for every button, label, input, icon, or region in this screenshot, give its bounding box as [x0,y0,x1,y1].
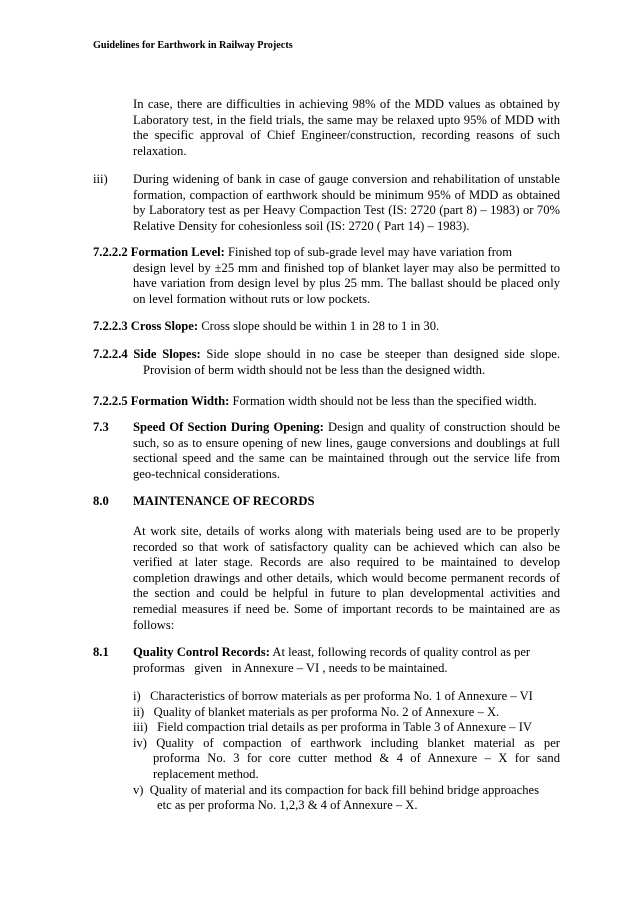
section-7-2-2-3-text: Cross slope should be within 1 in 28 to 1 in 30. [201,319,440,333]
section-8-1-line2: proformas given in Annexure – VI , needs to be maintained. [133,660,448,675]
section-7-2-2-5-number: 7.2.2.5 [93,394,128,408]
section-7-2-2-2-line1: Finished top of sub-grade level may have variation from [228,245,513,259]
section-7-2-2-5 [93,394,560,410]
section-7-3-title: Speed Of Section During Opening: [133,420,324,434]
list-item-label: v) [133,782,144,797]
list-item-text: Quality of blanket materials as per proforma No. 2 of Annexure – X. [153,704,500,719]
list-item-label: iii) [133,720,148,735]
section-7-2-2-3-title: Cross Slope: [130,319,199,333]
section-7-2-2-4-title: Side Slopes: [133,347,201,361]
relaxation-paragraph: In case, there are difficulties in achieving 98% of the MDD values as obtained by Laboratory test, in the field trials, the same may be relaxed upto 95% of MDD with the specific approval of Chief Engineer/construction, recording reasons of such relaxation. [133,97,560,158]
section-8-0-number: 8.0 [93,494,109,508]
list-item [133,736,560,752]
list-item-continuation: etc as per proforma No. 1,2,3 & 4 of Annexure – X. [157,798,418,813]
section-7-2-2-2-heading-line [93,245,560,261]
section-7-3-number: 7.3 [93,420,109,434]
list-item-text: Quality of compaction of earthwork including blanket material as per [156,735,560,750]
section-7-2-2-2-title: Formation Level: [130,245,225,259]
section-7-2-2-4 [93,347,560,363]
section-7-2-2-2-number: 7.2.2.2 [93,245,128,259]
section-8-1-line1: At least, following records of quality control as per [272,645,531,659]
section-8-1-number: 8.1 [93,645,109,659]
section-7-2-2-4-number: 7.2.2.4 [93,347,128,361]
running-header: Guidelines for Earthwork in Railway Projects [93,40,293,51]
list-item [133,705,560,721]
section-7-2-2-4-line1-wrap [93,347,560,363]
section-8-0-title: MAINTENANCE OF RECORDS [133,494,315,508]
section-8-1-title: Quality Control Records: [133,645,270,659]
section-7-3-text: Design and quality of construction should be such, so as to ensure opening of new lines, gauge conversions and doublings at full sectional speed and the same can be maintained through out the service life from geo-technical considerations. [133,420,560,481]
list-item-label: iv) [133,735,147,750]
list-item-text: Quality of material and its compaction for back fill behind bridge approaches [149,782,540,797]
list-item-text: Characteristics of borrow materials as per proforma No. 1 of Annexure – VI [150,689,533,703]
section-7-2-2-5-title: Formation Width: [130,394,230,408]
list-item-label: i) [133,689,141,703]
section-7-2-2-3-number: 7.2.2.3 [93,319,128,333]
section-7-2-2-4-line1: Side slope should in no case be steeper than designed side slope. [206,347,560,361]
section-7-2-2-4-line2: Provision of berm width should not be less than the designed width. [143,362,486,377]
item-iii-number: iii) [93,172,108,186]
list-item [133,689,560,705]
item-iii-text: During widening of bank in case of gauge conversion and rehabilitation of unstable formation, compaction of earthwork should be minimum 95% of MDD as obtained by Laboratory test as per Heavy Compaction Test (IS: 2720 (part 8) – 1983) or 70% Relative Density for cohesionless soil (IS: 2720 ( Part 14) – 1983). [133,172,560,233]
list-item-label: ii) [133,704,145,719]
section-7-2-2-2-text: design level by ±25 mm and finished top of blanket layer may also be permitted to have variation from design level by plus 25 mm. The ballast should be placed only on level formation without ruts or low pockets. [133,260,560,306]
section-7-2-2-3 [93,319,560,335]
list-item [133,783,560,799]
list-item [133,720,560,736]
section-8-1-body [133,645,560,676]
section-8-0-text: At work site, details of works along with materials being used are to be properly recorded so that work of satisfactory quality can be achieved which can also be verified at later stage. Records are also required to be maintained to develop completion drawings and other details, which would become permanent records of the section and could be helpful in future to plan developmental activities and remedial measures if need be. Some of important records to be maintained are as follows: [133,524,560,632]
list-item-text: Field compaction trial details as per proforma in Table 3 of Annexure – IV [157,720,532,735]
section-7-2-2-5-text: Formation width should not be less than the specified width. [232,394,537,408]
section-7-3-body [133,420,560,482]
list-item-continuation: proforma No. 3 for core cutter method & 4 of Annexure – X for sand replacement method. [153,751,560,781]
